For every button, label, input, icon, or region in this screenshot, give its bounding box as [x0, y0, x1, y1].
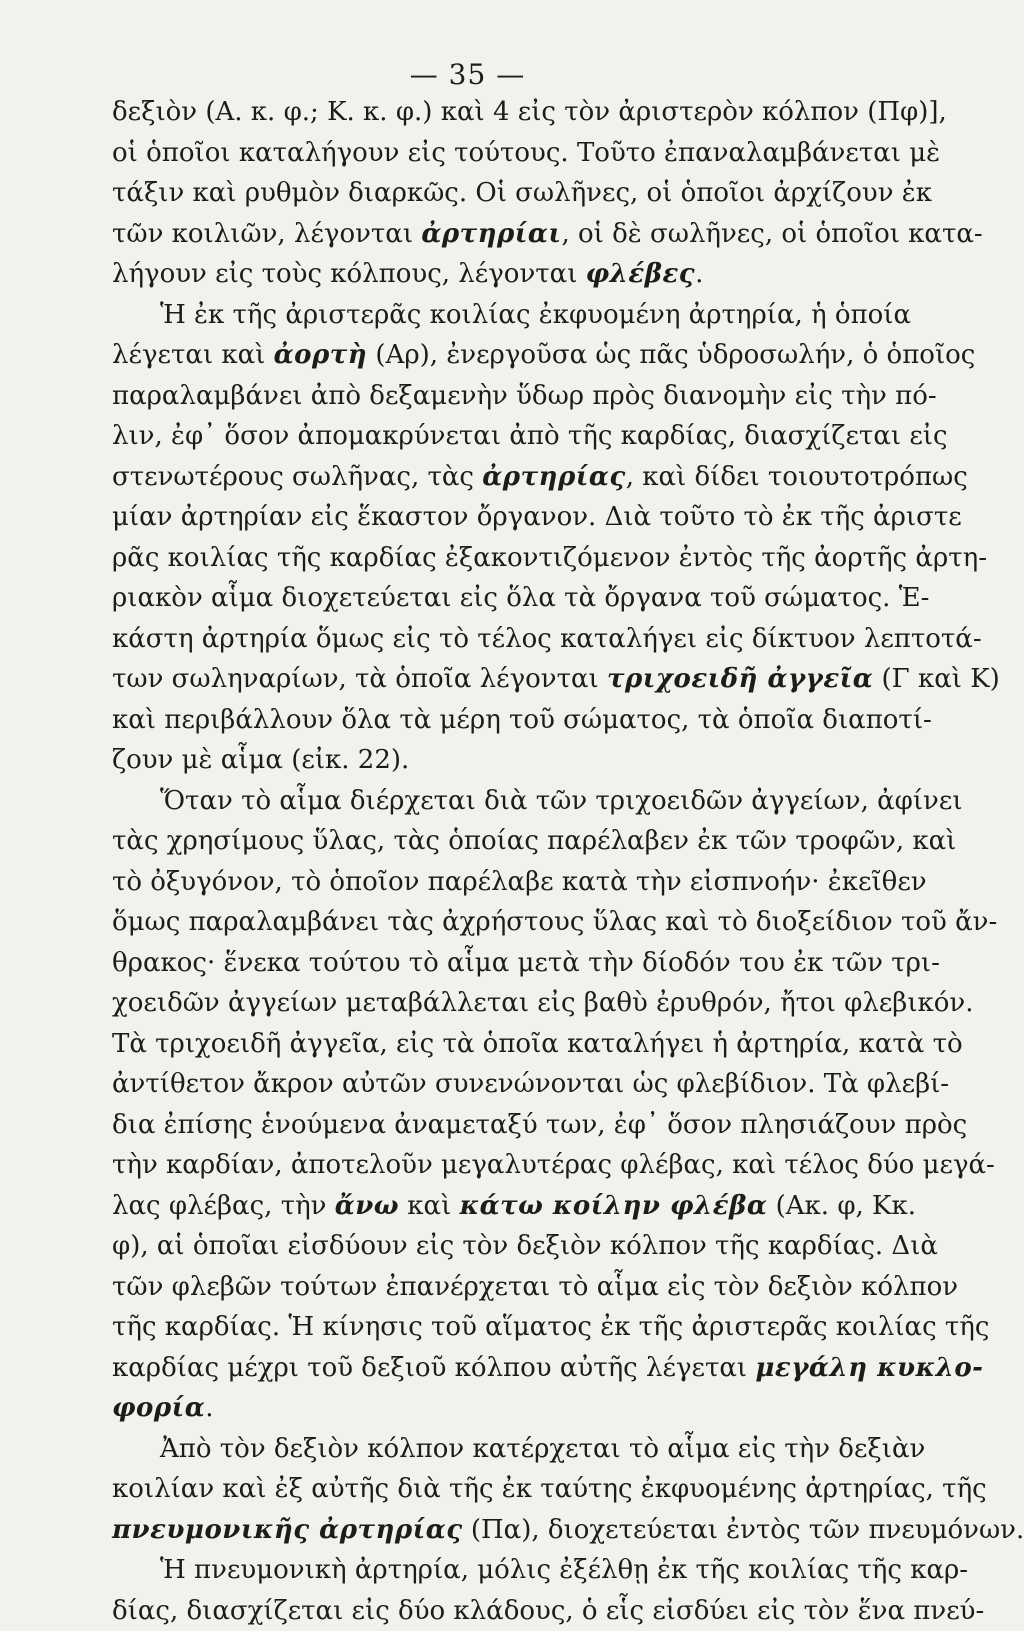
text-segment: μίαν ἀρτηρίαν εἰς ἕκαστον ὄργανον. Διὰ τοῦτο τὸ ἐκ τῆς ἀριστε [112, 502, 962, 532]
emphasized-term: ἀορτὴ [274, 340, 368, 370]
text-segment: τὸ ὀξυγόνον, τὸ ὁποῖον παρέλαβε κατὰ τὴν εἰσπνοήν· ἐκεῖθεν [112, 867, 927, 897]
text-segment: τῆς καρδίας. Ἡ κίνησις τοῦ αἵματος ἐκ τῆς ἀριστερᾶς κοιλίας τῆς [112, 1312, 989, 1342]
text-line [112, 1186, 842, 1227]
text-line [112, 254, 842, 295]
text-segment: Ὅταν τὸ αἷμα διέρχεται διὰ τῶν τριχοειδῶν ἀγγείων, ἀφίνει [160, 786, 963, 816]
text-line [112, 173, 842, 214]
text-segment: (Αρ), ἐνεργοῦσα ὡς πᾶς ὑδροσωλήν, ὁ ὁποῖος [367, 340, 975, 370]
text-line [112, 1024, 842, 1065]
text-line [112, 214, 842, 255]
text-line [112, 943, 842, 984]
text-segment: , οἱ δὲ σωλῆνες, οἱ ὁποῖοι κατα- [561, 219, 982, 249]
text-segment: δια ἐπίσης ἑνούμενα ἀναμεταξύ των, ἐφ᾽ ὅσον πλησιάζουν πρὸς [112, 1110, 967, 1140]
text-segment: (Ακ. φ, Κκ. [767, 1191, 916, 1221]
text-segment: τῶν κοιλιῶν, λέγονται [112, 219, 421, 249]
text-segment: . [205, 1393, 213, 1423]
text-line [112, 619, 842, 660]
emphasized-term: πνευμονικῆς ἀρτηρίας [112, 1515, 463, 1545]
text-segment: των σωληναρίων, τὰ ὁποῖα λέγονται [112, 664, 607, 694]
text-segment: οἱ ὁποῖοι καταλήγουν εἰς τούτους. Τοῦτο ἐπαναλαμβάνεται μὲ [112, 138, 940, 168]
text-segment: τάξιν καὶ ρυθμὸν διαρκῶς. Οἱ σωλῆνες, οἱ ὁποῖοι ἀρχίζουν ἐκ [112, 178, 932, 208]
text-line [112, 1591, 842, 1631]
text-segment: τὴν καρδίαν, ἀποτελοῦν μεγαλυτέρας φλέβας, καὶ τέλος δύο μεγά- [112, 1150, 995, 1180]
text-segment: . [695, 259, 703, 289]
text-segment: καὶ [399, 1191, 460, 1221]
text-segment: λέγεται καὶ [112, 340, 274, 370]
text-segment: κάστη ἀρτηρία ὅμως εἰς τὸ τέλος καταλήγει εἰς δίκτυον λεπτοτά- [112, 624, 982, 654]
text-segment: (Γ καὶ Κ) [873, 664, 1000, 694]
body-text [112, 92, 842, 1631]
emphasized-term: μεγάλη κυκλο- [755, 1353, 983, 1383]
text-segment: Ἀπὸ τὸν δεξιὸν κόλπον κατέρχεται τὸ αἷμα εἰς τὴν δεξιὰν [160, 1434, 925, 1464]
text-segment: ριακὸν αἷμα διοχετεύεται εἰς ὅλα τὰ ὄργανα τοῦ σώματος. Ἑ- [112, 583, 929, 613]
text-line [112, 538, 842, 579]
text-line [112, 700, 842, 741]
text-line [112, 497, 842, 538]
text-line [112, 1429, 842, 1470]
text-line [112, 1145, 842, 1186]
text-segment: καὶ περιβάλλουν ὅλα τὰ μέρη τοῦ σώματος, τὰ ὁποῖα διαποτί- [112, 705, 932, 735]
text-line [112, 1388, 842, 1429]
text-line [112, 821, 842, 862]
text-segment: λας φλέβας, τὴν [112, 1191, 335, 1221]
text-segment: θρακος· ἕνεκα τούτου τὸ αἷμα μετὰ τὴν δίοδόν του ἐκ τῶν τρι- [112, 948, 940, 978]
text-line [112, 659, 842, 700]
text-line [112, 295, 842, 336]
text-line [112, 983, 842, 1024]
text-line [112, 133, 842, 174]
text-line [112, 1307, 842, 1348]
text-segment: τὰς χρησίμους ὕλας, τὰς ὁποίας παρέλαβεν ἐκ τῶν τροφῶν, καὶ [112, 826, 956, 856]
text-segment: κοιλίαν καὶ ἐξ αὐτῆς διὰ τῆς ἐκ ταύτης ἐκφυομένης ἀρτηρίας, τῆς [112, 1474, 987, 1504]
text-line [112, 1348, 842, 1389]
emphasized-term: ἀρτηρίαι [421, 219, 561, 249]
text-segment: Ἡ πνευμονικὴ ἀρτηρία, μόλις ἐξέλθῃ ἐκ τῆς κοιλίας τῆς καρ- [160, 1555, 968, 1585]
text-line [112, 416, 842, 457]
emphasized-term: φορία [112, 1393, 205, 1423]
text-line [112, 92, 842, 133]
text-segment: (Πα), διοχετεύεται ἐντὸς τῶν πνευμόνων. [463, 1515, 1024, 1545]
text-segment: παραλαμβάνει ἀπὸ δεξαμενὴν ὕδωρ πρὸς διανομὴν εἰς τὴν πό- [112, 381, 937, 411]
text-line [112, 740, 842, 781]
text-segment: ζουν μὲ αἷμα (εἰκ. 22). [112, 745, 409, 775]
text-segment: Τὰ τριχοειδῆ ἀγγεῖα, εἰς τὰ ὁποῖα καταλήγει ἡ ἀρτηρία, κατὰ τὸ [112, 1029, 963, 1059]
text-segment: δίας, διασχίζεται εἰς δύο κλάδους, ὁ εἷς εἰσδύει εἰς τὸν ἕνα πνεύ- [112, 1596, 984, 1626]
text-line [112, 457, 842, 498]
text-segment: χοειδῶν ἀγγείων μεταβάλλεται εἰς βαθὺ ἐρυθρόν, ἤτοι φλεβικόν. [112, 988, 974, 1018]
emphasized-term: ἀρτηρίας [482, 462, 625, 492]
text-segment: Ἡ ἐκ τῆς ἀριστερᾶς κοιλίας ἐκφυομένη ἀρτηρία, ἡ ὁποία [160, 300, 911, 330]
text-line [112, 1550, 842, 1591]
text-segment: ἀντίθετον ἄκρον αὐτῶν συνενώνονται ὡς φλεβίδιον. Τὰ φλεβί- [112, 1069, 949, 1099]
text-segment: ρᾶς κοιλίας τῆς καρδίας ἐξακοντιζόμενον ἐντὸς τῆς ἀορτῆς ἀρτη- [112, 543, 987, 573]
text-line [112, 1469, 842, 1510]
text-segment: δεξιὸν (Α. κ. φ.; Κ. κ. φ.) καὶ 4 εἰς τὸν ἀριστερὸν κόλπον (Πφ)], [112, 97, 947, 127]
text-segment: λιν, ἐφ᾽ ὅσον ἀπομακρύνεται ἀπὸ τῆς καρδίας, διασχίζεται εἰς [112, 421, 948, 451]
text-line [112, 1510, 842, 1551]
text-line [112, 578, 842, 619]
text-line [112, 335, 842, 376]
text-line [112, 1267, 842, 1308]
text-line [112, 781, 842, 822]
text-line [112, 862, 842, 903]
text-segment: , καὶ δίδει τοιουτοτρόπως [626, 462, 968, 492]
text-segment: ὅμως παραλαμβάνει τὰς ἀχρήστους ὕλας καὶ τὸ διοξείδιον τοῦ ἄν- [112, 907, 997, 937]
text-segment: στενωτέρους σωλῆνας, τὰς [112, 462, 482, 492]
text-segment: καρδίας μέχρι τοῦ δεξιοῦ κόλπου αὐτῆς λέγεται [112, 1353, 755, 1383]
page-number: — 35 — [0, 58, 935, 91]
text-line [112, 376, 842, 417]
emphasized-term: τριχοειδῆ ἀγγεῖα [607, 664, 873, 694]
text-line [112, 902, 842, 943]
text-line [112, 1064, 842, 1105]
emphasized-term: ἄνω [335, 1191, 399, 1221]
emphasized-term: κάτω κοίλην φλέβα [460, 1191, 768, 1221]
text-segment: λήγουν εἰς τοὺς κόλπους, λέγονται [112, 259, 586, 289]
text-line [112, 1105, 842, 1146]
text-segment: φ), αἱ ὁποῖαι εἰσδύουν εἰς τὸν δεξιὸν κόλπον τῆς καρδίας. Διὰ [112, 1231, 938, 1261]
emphasized-term: φλέβες [586, 259, 695, 289]
text-line [112, 1226, 842, 1267]
text-segment: τῶν φλεβῶν τούτων ἐπανέρχεται τὸ αἷμα εἰς τὸν δεξιὸν κόλπον [112, 1272, 958, 1302]
